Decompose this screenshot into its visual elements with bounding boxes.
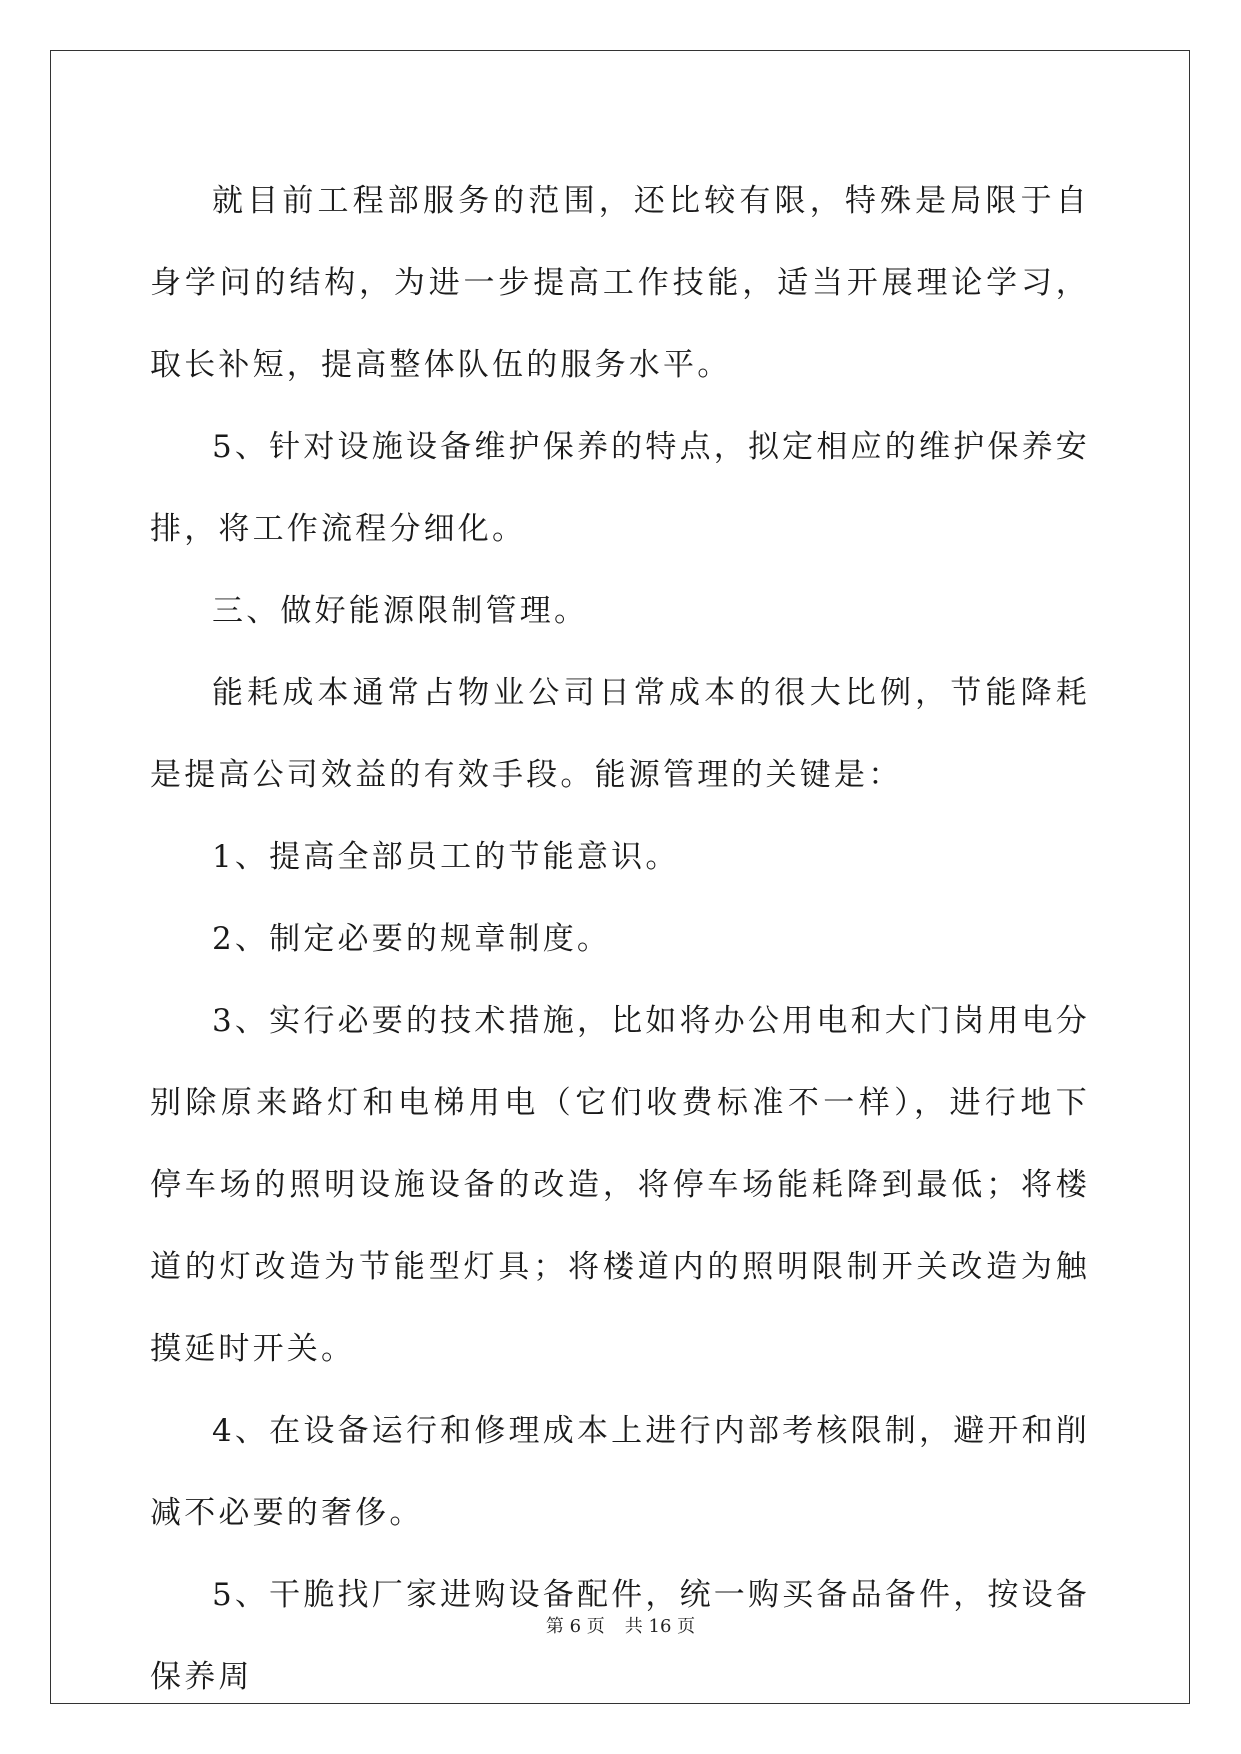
paragraph-2: 5、针对设施设备维护保养的特点，拟定相应的维护保养安排，将工作流程分细化。 — [150, 429, 1090, 547]
list-item-3: 3、实行必要的技术措施，比如将办公用电和大门岗用电分别除原来路灯和电梯用电（它们收费标准不一样），进行地下停车场的照明设施设备的改造，将停车场能耗降到最低；将楼道的灯改造为节能型灯具；将楼道内的照明限制开关改造为触摸延时开关。 — [150, 1003, 1090, 1367]
total-pages: 共 16 页 — [624, 1616, 696, 1637]
list-item-5: 5、干脆找厂家进购设备配件，统一购买备品备件，按设备保养周 — [150, 1577, 1090, 1695]
page-footer — [0, 1612, 1241, 1638]
list-item-2: 2、制定必要的规章制度。 — [212, 921, 612, 957]
document-body — [150, 160, 1090, 1718]
paragraph-4: 能耗成本通常占物业公司日常成本的很大比例，节能降耗是提高公司效益的有效手段。能源管理的关键是： — [150, 675, 1090, 793]
list-item-4: 4、在设备运行和修理成本上进行内部考核限制，避开和削减不必要的奢侈。 — [150, 1413, 1090, 1531]
page-number: 第 6 页 — [545, 1616, 605, 1637]
section-heading-3: 三、做好能源限制管理。 — [212, 593, 589, 629]
list-item-1: 1、提高全部员工的节能意识。 — [212, 839, 680, 875]
paragraph-1: 就目前工程部服务的范围，还比较有限，特殊是局限于自身学问的结构，为进一步提高工作技能，适当开展理论学习，取长补短，提高整体队伍的服务水平。 — [150, 183, 1090, 383]
